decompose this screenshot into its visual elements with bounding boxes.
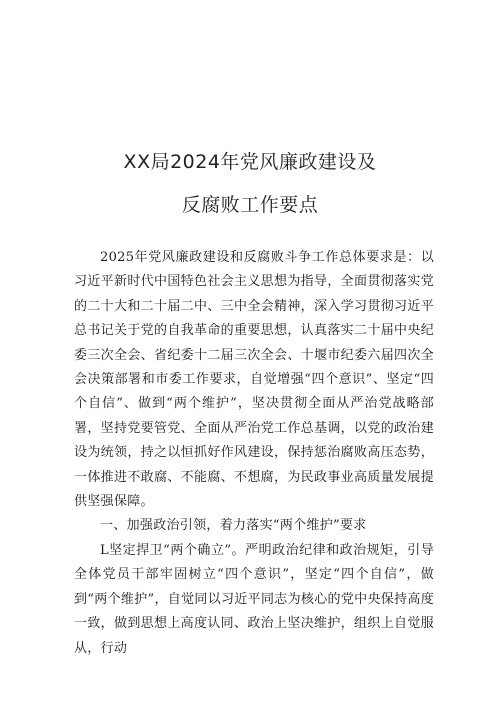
body-paragraph: L坚定捍卫“两个确立”。严明政治纪律和政治规矩，引导全体党员干部牢固树立“四个意识”，坚定“四个自信”，做到“两个维护”，自觉同以习近平同志为核心的党中央保持高度一致，做到思想上高度认同、政治上坚决维护，组织上自觉服从，行动	[74, 542, 434, 656]
document-title-line-2: 反腐败工作要点	[181, 194, 319, 216]
intro-paragraph: 2025年党风廉政建设和反腐败斗争工作总体要求是：以习近平新时代中国特色社会主义思想为指导，全面贯彻落实党的二十大和二十届二中、三中全会精神，深入学习贯彻习近平总书记关于党的自我革命的重要思想，认真落实二十届中央纪委三次全会、省纪委十二届三次全会、十堰市纪委六届四次全会决策部署和市委工作要求，自觉增强“四个意识”、坚定“四个自信”、做到“两个维护”，坚决贯彻全面从严治党战略部署，坚持党要管党、全面从严治党工作总基调，以党的政治建设为统领，持之以恒抓好作风建设，保持惩治腐败高压态势，一体推进不敢腐、不能腐、不想腐，为民政事业高质量发展提供坚强保障。	[74, 250, 434, 510]
document-body	[74, 246, 434, 661]
section-heading: 一、加强政治引领，着力落实“两个维护”要求	[100, 518, 367, 534]
document-title-line-1: XX局2024年党风廉政建设及	[123, 151, 377, 173]
